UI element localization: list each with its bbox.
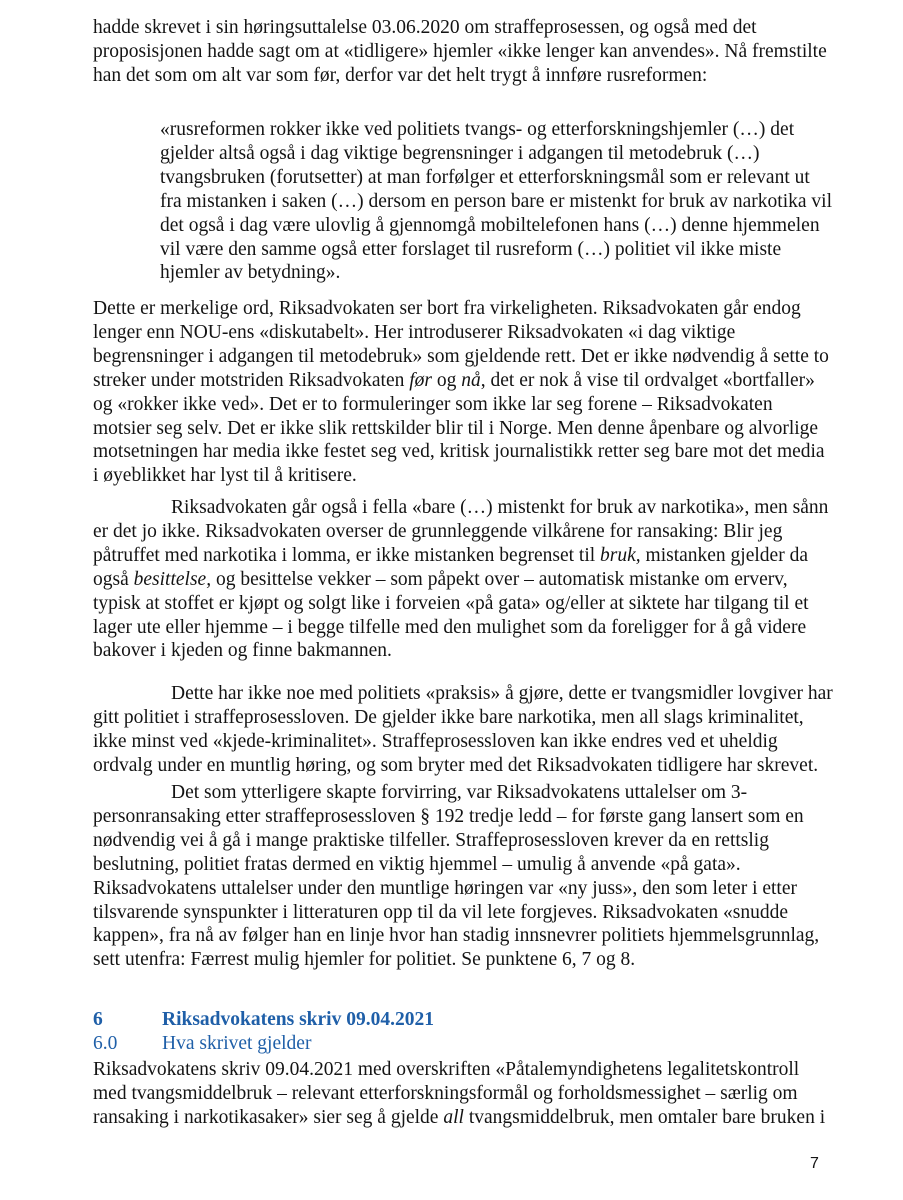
emphasis: besittelse, <box>133 568 212 590</box>
text-run: Riksadvokaten går også i fella «bare (…) mistenkt for bruk av narkotika», men sånn er det jo ikke. Riksadvokaten overser de grunnleggende vilkårene for ransaking: Blir jeg påtruffet med narkotika i lomma, er ikke mistanken begrenset til <box>93 497 829 566</box>
text-run: og <box>432 369 462 391</box>
paragraph-intro-text: hadde skrevet i sin høringsuttalelse 03.06.2020 om straffeprosessen, og også med det proposisjonen hadde sagt om at «tidligere» hjemler «ikke lenger kan anvendes». Nå fremstilte han det som om alt var som før, derfor var det helt trygt å innføre rusreformen: <box>93 17 827 86</box>
block-quote <box>160 118 832 285</box>
emphasis: nå <box>461 369 481 391</box>
paragraph-5 <box>93 1058 833 1130</box>
paragraph-1 <box>93 297 833 488</box>
paragraph-2 <box>93 496 833 663</box>
text-run: , det er nok å vise til ordvalget «bortfaller» og «rokker ikke ved». Det er to formuleringer som ikke lar seg forene – Riksadvokaten motsier seg selv. Det er ikke slik rettskilder blir til i Norge. Men denne åpenbare og alvorlige motsetningen har media ikke festet seg ved, kritisk journalistikk retter seg bare mot det media i øyeblikket har lyst til å kritisere. <box>93 369 825 487</box>
block-quote-text: «rusreformen rokker ikke ved politiets tvangs- og etterforskningshjemler (…) det gjelder altså også i dag viktige begrensninger i adgangen til metodebruk (…) tvangsbruken (forutsetter) at man forfølger et etterforskningsmål som er relevant ut fra mistanken i saken (…) dersom en person bare er mistenkt for bruk av narkotika vil det også i dag være ulovlig å gjennomgå mobiltelefonen hans (…) denne hjemmelen vil være den samme også etter forslaget til rusreform (…) politiet vil ikke miste hjemler av betydning». <box>160 119 832 284</box>
paragraph-intro <box>93 16 833 88</box>
paragraph-4-text: Det som ytterligere skapte forvirring, var Riksadvokatens uttalelser om 3-personransaking etter straffeprosessloven § 192 tredje ledd – for første gang lansert som en nødvendig vei å gå i mange praktiske tilfeller. Straffeprosessloven krever da en rettslig beslutning, politiet fratas dermed en viktig hjemmel – umulig å anvende «på gata». Riksadvokatens uttalelser under den muntlige høringen var «ny juss», den som leter i etter tilsvarende synspunkter i litteraturen opp til da vil lete forgjeves. Riksadvokaten «snudde kappen», fra nå av følger han en linje hvor han stadig innsnevrer politiets hjemmelsgrunnlag, sett utenfra: Færrest mulig hjemler for politiet. Se punktene 6, 7 og 8. <box>93 782 820 971</box>
text-run: Riksadvokatens skriv 09.04.2021 med overskriften «Påtalemyndighetens legalitetskontroll med tvangsmiddelbruk – relevant etterforskningsformål og forholdsmessighet – særlig om ransaking i narkotikasaker» sier seg å gjelde <box>93 1059 800 1128</box>
emphasis: før <box>409 369 433 391</box>
paragraph-4 <box>93 781 833 972</box>
text-run: tvangsmiddelbruk, men omtaler bare bruken i <box>463 1106 826 1128</box>
paragraph-3 <box>93 682 833 778</box>
section-number: 6 <box>93 1009 103 1030</box>
subsection-number: 6.0 <box>93 1033 118 1054</box>
section-heading-6-0 <box>93 1032 311 1056</box>
emphasis: bruk, <box>600 544 641 566</box>
section-heading-6 <box>93 1008 434 1032</box>
text-run: og besittelse vekker – som påpekt over – automatisk mistanke om erverv, typisk at stoffet er kjøpt og solgt like i forveien «på gata» og/eller at siktete har tilgang til et lager ute eller hjemme – i begge tilfelle med den mulighet som da foreligger for å gå videre bakover i kjeden og finne bakmannen. <box>93 568 809 662</box>
text-run: mistanken gjelder da også <box>93 544 808 590</box>
subsection-title: Hva skrivet gjelder <box>162 1033 312 1054</box>
paragraph-3-text: Dette har ikke noe med politiets «praksis» å gjøre, dette er tvangsmidler lovgiver har gitt politiet i straffeprosessloven. De gjelder ikke bare narkotika, men all slags kriminalitet, ikke minst ved «kjede-kriminalitet». Straffeprosessloven kan ikke endres ved et uheldig ordvalg under en muntlig høring, og som bryter med det Riksadvokaten tidligere har skrevet. <box>93 683 833 776</box>
text-run: Dette er merkelige ord, Riksadvokaten ser bort fra virkeligheten. Riksadvokaten går endog lenger enn NOU-ens «diskutabelt». Her introduserer Riksadvokaten «i dag viktige begrensninger i adgangen til metodebruk» som gjeldende rett. Det er ikke nødvendig å sette to streker under motstriden Riksadvokaten <box>93 298 829 391</box>
emphasis: all <box>443 1106 464 1128</box>
page-number: 7 <box>810 1155 819 1172</box>
section-title: Riksadvokatens skriv 09.04.2021 <box>162 1009 434 1030</box>
